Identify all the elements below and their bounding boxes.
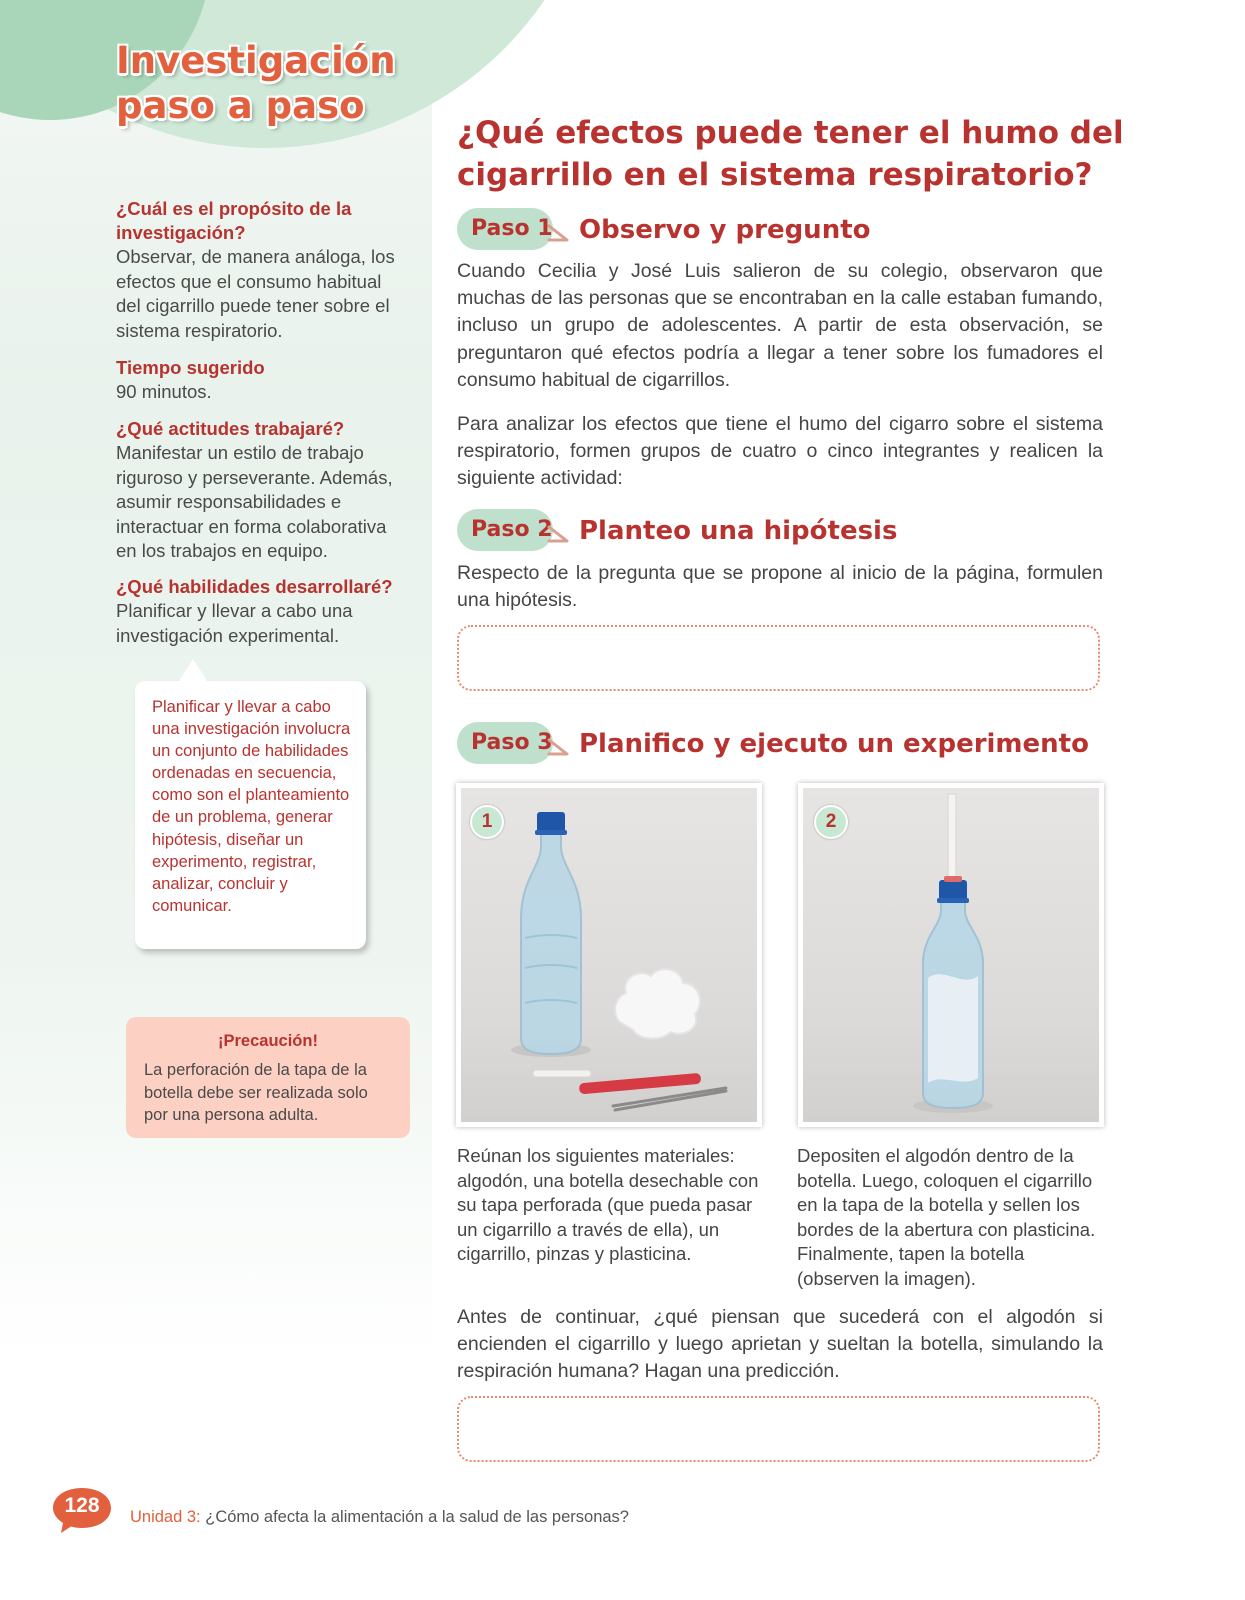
bottle-with-cigarette-illustration	[803, 788, 1099, 1122]
skills-text: Planificar y llevar a cabo una investigación experimental.	[116, 600, 353, 646]
purpose-text: Observar, de manera análoga, los efectos que el consumo habitual del cigarrillo puede tener sobre el sistema respiratorio.	[116, 246, 395, 341]
skills-heading: ¿Qué habilidades desarrollaré?	[116, 576, 393, 597]
step-2-title: Planteo una hipótesis	[579, 516, 898, 546]
page-title-line-1: ¿Qué efectos puede tener el humo del	[457, 115, 1124, 151]
step-1-paragraph-2: Para analizar los efectos que tiene el humo del cigarro sobre el sistema respiratorio, formen grupos de cuatro o cinco integrantes y realicen la siguiente actividad:	[457, 413, 1103, 490]
time-block	[116, 356, 401, 405]
step-1-title: Observo y pregunto	[579, 215, 871, 245]
time-heading: Tiempo sugerido	[116, 357, 265, 378]
brand-line-1: Investigación	[116, 39, 396, 82]
assembled-bottle-image	[803, 788, 1099, 1122]
purpose-heading: ¿Cuál es el propósito de la investigación?	[116, 198, 352, 243]
attitudes-heading: ¿Qué actitudes trabajaré?	[116, 418, 345, 439]
assembly-caption: Depositen el algodón dentro de la botella. Luego, coloquen el cigarrillo en la tapa de la botella y sellen los bordes de la abertura con plasticina. Finalmente, tapen la botella (observen la imagen).	[797, 1145, 1096, 1289]
brand-line-2: paso a paso	[116, 84, 365, 127]
footer-unit	[130, 1508, 629, 1527]
prediction-paragraph: Antes de continuar, ¿qué piensan que sucederá con el algodón si encienden el cigarrillo y luego aprietan y sueltan la botella, simulando la respiración humana? Hagan una predicción.	[457, 1306, 1103, 1383]
purpose-block	[116, 197, 401, 343]
callout-text: Planificar y llevar a cabo una investigación involucra un conjunto de habilidades ordenadas en secuencia, como son el planteamiento de un problema, generar hipótesis, diseñar un experimento, registrar, analizar, concluir y comunicar.	[152, 698, 351, 915]
materials-photo	[456, 783, 762, 1127]
footer-unit-title: ¿Cómo afecta la alimentación a la salud de las personas?	[205, 1508, 629, 1526]
materials-caption: Reúnan los siguientes materiales: algodón, una botella desechable con su tapa perforada (que pueda pasar un cigarrillo a través de ella), un cigarrillo, pinzas y plasticina.	[457, 1145, 759, 1264]
photo-number-2: 2	[814, 805, 848, 839]
step-1-badge: Paso 1	[457, 208, 553, 250]
time-text: 90 minutos.	[116, 381, 212, 402]
assembled-bottle-photo	[798, 783, 1104, 1127]
skills-callout	[135, 681, 366, 949]
caution-box	[126, 1017, 410, 1138]
caution-title: ¡Precaución!	[218, 1032, 318, 1050]
step-2-badge: Paso 2	[457, 509, 553, 551]
step-arrow-icon	[547, 732, 573, 758]
page-number-badge	[53, 1486, 113, 1534]
footer-unit-label: Unidad 3:	[130, 1508, 201, 1526]
step-3-title: Planifico y ejecuto un experimento	[579, 729, 1089, 759]
page-title-line-2: cigarrillo en el sistema respiratorio?	[457, 157, 1093, 193]
step-3-badge: Paso 3	[457, 722, 553, 764]
section-brand-title	[116, 38, 396, 128]
caution-text: La perforación de la tapa de la botella debe ser realizada solo por una persona adulta.	[144, 1061, 368, 1124]
step-1-paragraph-1: Cuando Cecilia y José Luis salieron de su colegio, observaron que muchas de las personas que se encontraban en la calle estaban fumando, incluso un grupo de adolescentes. A partir de esta observación, se preguntaron qué efectos podría a llegar a tener sobre los fumadores el consumo habitual de cigarrillos.	[457, 260, 1103, 391]
callout-tail	[179, 659, 207, 681]
skills-block	[116, 575, 401, 648]
attitudes-block	[116, 417, 401, 564]
materials-image	[461, 788, 757, 1122]
step-arrow-icon	[547, 519, 573, 545]
step-2-paragraph: Respecto de la pregunta que se propone al inicio de la página, formulen una hipótesis.	[457, 562, 1103, 612]
page-title	[457, 112, 1217, 196]
bottle-cotton-illustration	[461, 788, 757, 1122]
hypothesis-answer-box[interactable]	[457, 625, 1100, 691]
page-number: 128	[64, 1494, 100, 1517]
prediction-answer-box[interactable]	[457, 1396, 1100, 1462]
step-arrow-icon	[547, 218, 573, 244]
photo-number-1: 1	[470, 805, 504, 839]
attitudes-text: Manifestar un estilo de trabajo riguroso y perseverante. Además, asumir responsabilidades e interactuar en forma colaborativa en los trabajos en equipo.	[116, 442, 393, 561]
